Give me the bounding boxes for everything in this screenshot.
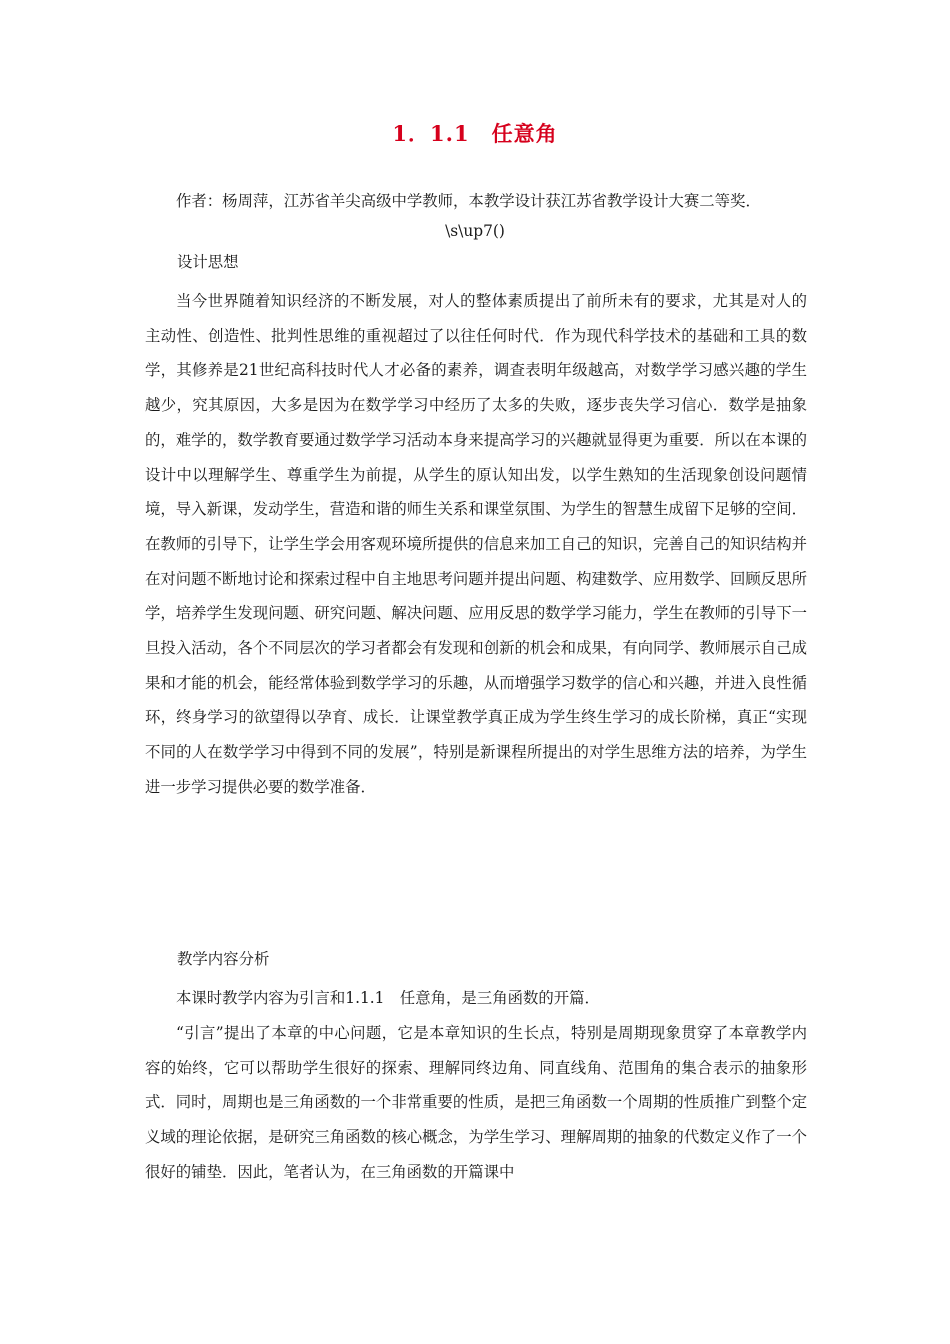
field-code-line: \s\up7() bbox=[445, 222, 505, 240]
author-note: 作者：杨周萍，江苏省羊尖高级中学教师，本教学设计获江苏省教学设计大赛二等奖． bbox=[176, 192, 761, 210]
section-heading-design-idea: 设计思想 bbox=[177, 253, 239, 271]
paragraph-introduction-analysis: “引言”提出了本章的中心问题，它是本章知识的生长点，特别是周期现象贯穿了本章教学内容的始终，它可以帮助学生很好的探索、理解同终边角、同直线角、范围角的集合表示的抽象形式．同时，周期也是三角函数的一个非常重要的性质，是把三角函数一个周期的性质推广到整个定义域的理论依据，是研究三角函数的核心概念，为学生学习、理解周期的抽象的代数定义作了一个很好的铺垫．因此，笔者认为，在三角函数的开篇课中 bbox=[145, 1024, 807, 1181]
paragraph-content-intro: 本课时教学内容为引言和1.1.1 任意角，是三角函数的开篇． bbox=[176, 989, 600, 1007]
document-title: 1．1.1 任意角 bbox=[392, 121, 558, 146]
paragraph-design-idea: 当今世界随着知识经济的不断发展，对人的整体素质提出了前所未有的要求，尤其是对人的主动性、创造性、批判性思维的重视超过了以往任何时代．作为现代科学技术的基础和工具的数学，其修养是21世纪高科技时代人才必备的素养，调查表明年级越高，对数学学习感兴趣的学生越少，究其原因，大多是因为在数学学习中经历了太多的失败，逐步丧失学习信心．数学是抽象的，难学的，数学教育要通过数学学习活动本身来提高学习的兴趣就显得更为重要．所以在本课的设计中以理解学生、尊重学生为前提，从学生的原认知出发，以学生熟知的生活现象创设问题情境，导入新课，发动学生，营造和谐的师生关系和课堂氛围、为学生的智慧生成留下足够的空间．在教师的引导下，让学生学会用客观环境所提供的信息来加工自己的知识，完善自己的知识结构并在对问题不断地讨论和探索过程中自主地思考问题并提出问题、构建数学、应用数学、回顾反思所学，培养学生发现问题、研究问题、解决问题、应用反思的数学学习能力，学生在教师的引导下一旦投入活动，各个不同层次的学习者都会有发现和创新的机会和成果，有向同学、教师展示自己成果和才能的机会，能经常体验到数学学习的乐趣，从而增强学习数学的信心和兴趣，并进入良性循环，终身学习的欲望得以孕育、成长．让课堂教学真正成为学生终生学习的成长阶梯，真正“实现不同的人在数学学习中得到不同的发展”，特别是新课程所提出的对学生思维方法的培养，为学生进一步学习提供必要的数学准备． bbox=[145, 292, 807, 796]
section-heading-content-analysis: 教学内容分析 bbox=[177, 950, 270, 968]
